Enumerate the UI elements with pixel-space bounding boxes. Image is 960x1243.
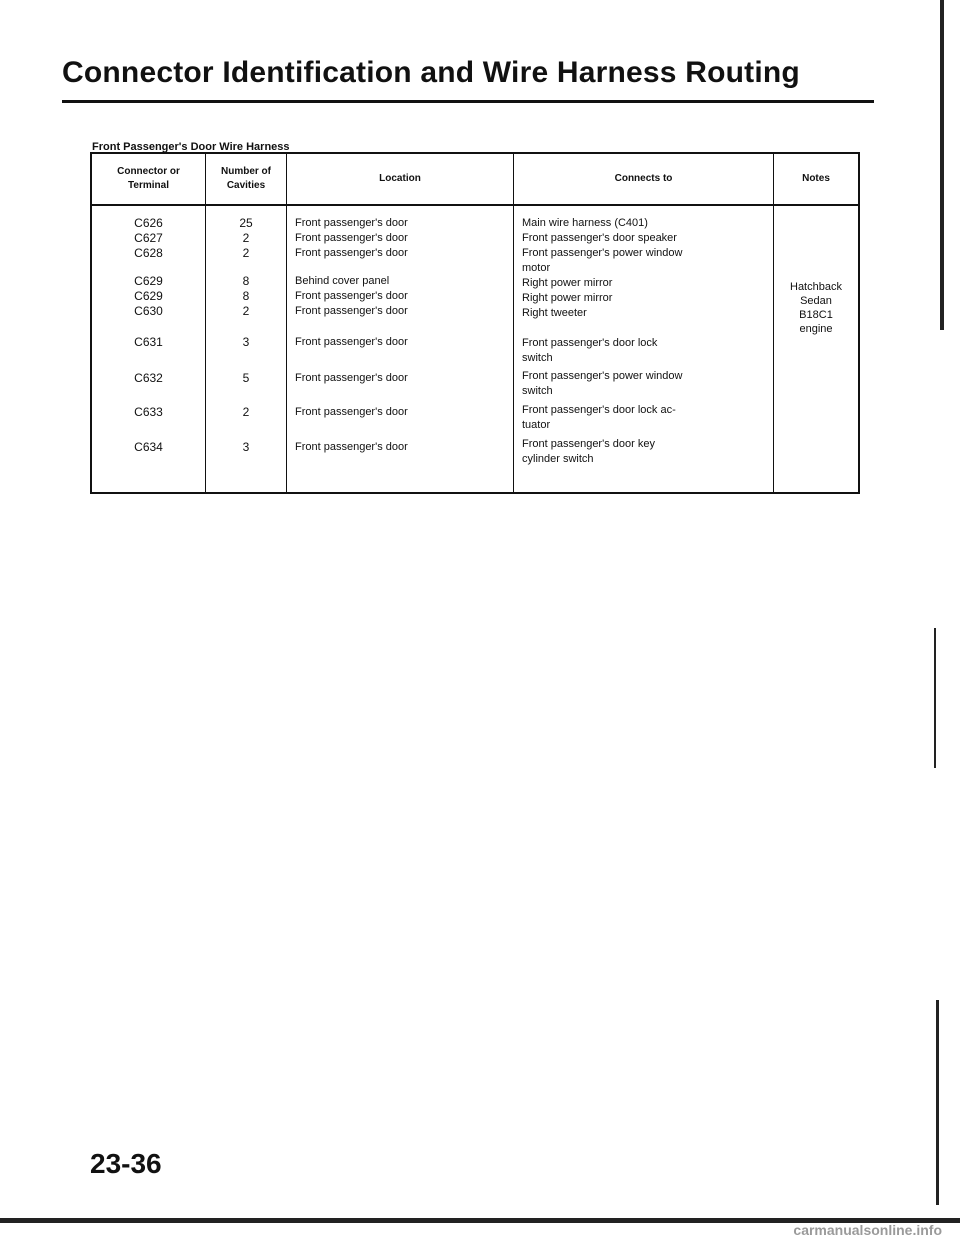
page-number: 23-36 [90, 1148, 162, 1179]
connects-to-cell: Front passenger's power window [522, 370, 683, 382]
location-cell: Front passenger's door [295, 372, 408, 384]
header-connects-to: Connects to [614, 173, 673, 184]
column-divider [286, 154, 287, 492]
cavities-cell: 3 [242, 335, 250, 349]
connector-cell: C626 [134, 216, 163, 230]
location-cell: Front passenger's door [295, 247, 408, 259]
connector-cell: C629 [134, 274, 163, 288]
scan-edge-line [934, 628, 936, 768]
notes-line: B18C1 [799, 309, 833, 321]
header-connector-line2: Terminal [128, 180, 169, 191]
cavities-cell: 8 [242, 289, 250, 303]
connects-to-cell: Right power mirror [522, 277, 613, 289]
cavities-cell: 8 [242, 274, 250, 288]
connector-cell: C632 [134, 371, 163, 385]
column-divider [513, 154, 514, 492]
connects-to-cell: Front passenger's door speaker [522, 232, 677, 244]
header-location: Location [379, 173, 421, 184]
header-connector [92, 154, 205, 204]
header-cavities-line2: Cavities [226, 180, 266, 191]
notes-line: Hatchback [790, 281, 842, 293]
location-cell: Front passenger's door [295, 217, 408, 229]
connects-to-cell: Front passenger's door lock ac- [522, 404, 676, 416]
location-cell: Front passenger's door [295, 290, 408, 302]
location-cell: Front passenger's door [295, 406, 408, 418]
cavities-cell: 25 [239, 216, 253, 230]
location-cell: Front passenger's door [295, 441, 408, 453]
connector-cell: C628 [134, 246, 163, 260]
location-cell: Front passenger's door [295, 232, 408, 244]
connects-to-cell: Right tweeter [522, 307, 587, 319]
location-cell: Front passenger's door [295, 336, 408, 348]
notes-line: engine [799, 323, 833, 335]
connects-to-cell: switch [522, 385, 553, 397]
scan-edge-line [936, 1000, 939, 1205]
cavities-cell: 3 [242, 440, 250, 454]
location-cell: Behind cover panel [295, 275, 390, 287]
notes-column [774, 280, 858, 336]
location-cell: Front passenger's door [295, 305, 408, 317]
connects-to-cell: motor [522, 262, 551, 274]
header-connector-line1: Connector or [117, 166, 180, 177]
connects-to-cell: tuator [522, 419, 551, 431]
connects-to-cell: Front passenger's power window [522, 247, 683, 259]
connects-to-cell: Front passenger's door key [522, 438, 655, 450]
cavities-cell: 2 [242, 304, 250, 318]
watermark: carmanualsonline.info [793, 1222, 942, 1238]
connects-to-cell: cylinder switch [522, 453, 594, 465]
connector-cell: C631 [134, 335, 163, 349]
title-rule [62, 100, 874, 103]
table-header [92, 154, 858, 206]
scan-edge-line [940, 0, 944, 330]
connects-to-cell: switch [522, 352, 553, 364]
connector-cell: C634 [134, 440, 163, 454]
cavities-cell: 2 [242, 246, 250, 260]
connector-cell: C627 [134, 231, 163, 245]
connects-to-cell: Right power mirror [522, 292, 613, 304]
cavities-cell: 5 [242, 371, 250, 385]
cavities-cell: 2 [242, 405, 250, 419]
cavities-cell: 2 [242, 231, 250, 245]
connects-to-cell: Front passenger's door lock [522, 337, 658, 349]
notes-line: Sedan [800, 295, 832, 307]
connector-cell: C629 [134, 289, 163, 303]
section-heading: Front Passenger's Door Wire Harness [92, 141, 290, 153]
connector-cell: C633 [134, 405, 163, 419]
connects-to-cell: Main wire harness (C401) [522, 217, 648, 229]
header-cavities [206, 154, 286, 204]
header-cavities-line1: Number of [221, 166, 271, 177]
header-notes: Notes [802, 173, 830, 184]
connector-cell: C630 [134, 304, 163, 318]
page-title: Connector Identification and Wire Harness Routing [62, 56, 800, 89]
harness-table [90, 152, 860, 494]
